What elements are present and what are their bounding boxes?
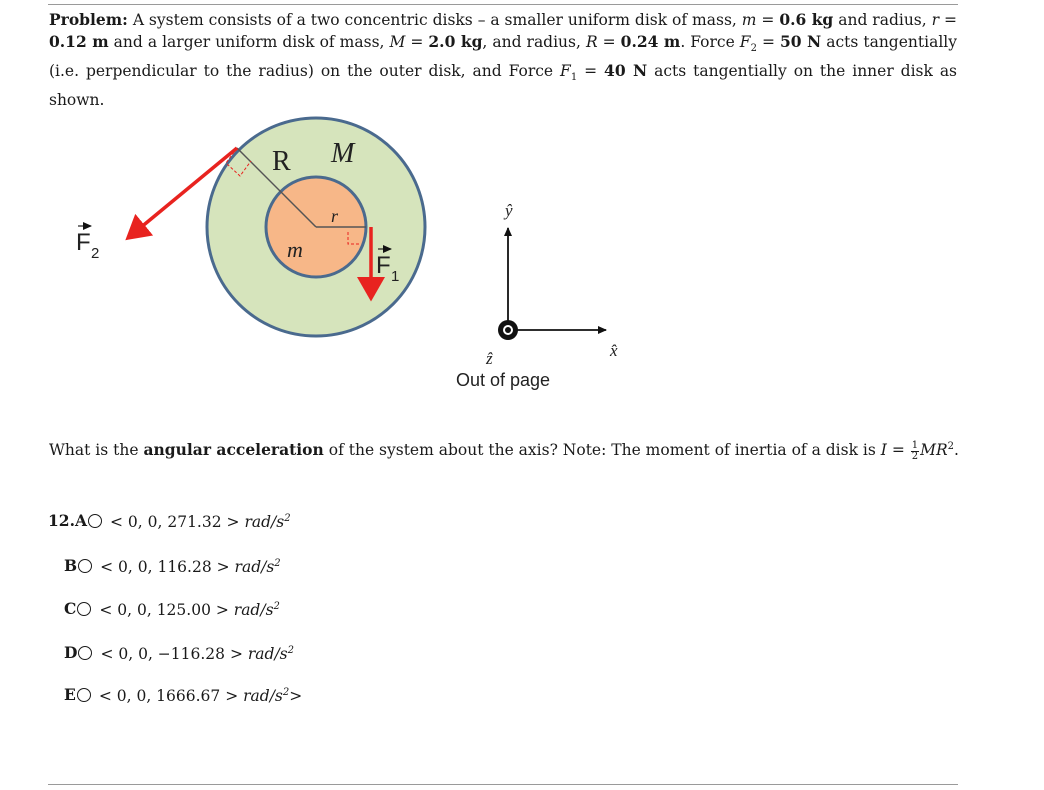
- disk-diagram: [0, 100, 1044, 400]
- question-text: What is the angular acceleration of the system about the axis? Note: The moment of inertia of a disk is I = $\frac{1}{2}$ $MR^2$.: [49, 439, 959, 462]
- problem-text-6: acts tangentially (i.e. perpendicular to the radius) on the outer disk, and Force: [49, 33, 957, 81]
- svg-text:F: F: [376, 252, 391, 279]
- inner-radius-label: r: [331, 206, 339, 226]
- question-emphasis: angular acceleration: [143, 440, 324, 459]
- formula-tail: MR: [920, 441, 948, 459]
- outer-mass-label: M: [331, 138, 355, 169]
- x-axis-label: x̂: [610, 341, 618, 360]
- svg-text:F: F: [76, 229, 91, 256]
- force2-value: 50 N: [779, 32, 822, 51]
- answer-option-c[interactable]: C < 0, 0, 125.00 > rad/$s^2$: [64, 598, 280, 619]
- formula-fraction: $\frac{1}{2}$: [911, 439, 919, 462]
- out-of-page-caption: Out of page: [456, 370, 551, 390]
- top-rule: [48, 4, 958, 5]
- inner-mass-label: m: [287, 237, 303, 262]
- problem-label: Problem:: [49, 10, 128, 29]
- radio-button-c[interactable]: [77, 602, 91, 616]
- problem-text-4: , and radius,: [482, 33, 581, 51]
- radio-button-b[interactable]: [78, 559, 92, 573]
- answer-option-a[interactable]: 12. A < 0, 0, 271.32 > rad/$s^2$: [48, 510, 291, 531]
- problem-text-3: and a larger uniform disk of mass,: [113, 33, 385, 51]
- problem-text-2: and radius,: [838, 11, 927, 29]
- svg-text:2: 2: [91, 245, 100, 262]
- mass-small-value: 0.6 kg: [779, 10, 834, 29]
- question-number: 12.: [48, 510, 75, 530]
- radio-button-a[interactable]: [88, 514, 102, 528]
- radio-button-d[interactable]: [78, 646, 92, 660]
- problem-text-5: . Force: [680, 33, 735, 51]
- svg-text:1: 1: [391, 268, 400, 285]
- formula-variable: I: [880, 441, 887, 459]
- radio-button-e[interactable]: [77, 688, 91, 702]
- radius-small-value: 0.12 m: [49, 32, 109, 51]
- answer-option-d[interactable]: D < 0, 0, −116.28 > rad/$s^2$: [64, 642, 294, 663]
- force2-label: [76, 226, 99, 262]
- force1-value: 40 N: [604, 61, 648, 81]
- outer-radius-label: R: [272, 146, 291, 177]
- answer-option-e[interactable]: E < 0, 0, 1666.67 > rad/$s^2>$: [64, 684, 303, 705]
- mass-large-value: 2.0 kg: [428, 32, 483, 51]
- bottom-rule: [48, 784, 958, 785]
- z-axis-label: ẑ: [486, 349, 493, 368]
- y-axis-label: ŷ: [505, 201, 513, 220]
- problem-statement: Problem: A system consists of a two concentric disks – a smaller uniform disk of mass, m = 0.6 kg and radius, r = 0.12 m and a larger uniform disk of mass, M = 2.0 kg, and radius, R = 0.24 m. Force $F_2 = 50$ N acts tangentially (i.e. perpendicular to the radius) on the outer disk, and Force $F_1 = 40$ N acts tangentially on the inner disk as shown.: [49, 10, 958, 110]
- problem-text-7: acts tangentially on the inner disk as shown.: [49, 62, 958, 110]
- answer-option-b[interactable]: B < 0, 0, 116.28 > rad/$s^2$: [64, 555, 281, 576]
- radius-large-value: 0.24 m: [620, 32, 681, 51]
- problem-text-1: A system consists of a two concentric disks – a smaller uniform disk of mass,: [132, 11, 737, 29]
